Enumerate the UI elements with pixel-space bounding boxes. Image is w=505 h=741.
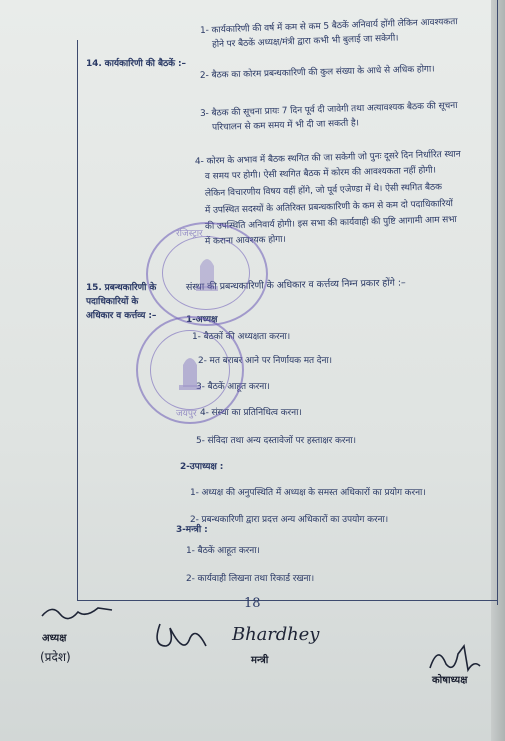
adhyaksh-note: (प्रदेश) — [40, 650, 71, 664]
sec14-line-9: में उपस्थित सदस्यों के अतिरिक्त प्रबन्धकारिणी के कम से कम दो पदाधिकारियों — [204, 199, 453, 216]
margin-rule-bottom — [77, 600, 498, 601]
upadhyaksh-item-2: 2- प्रबन्धकारिणी द्वारा प्रदत्त अन्य अधिकारों का उपयोग करना। — [190, 515, 389, 525]
mantri-caption: मन्त्री — [251, 655, 269, 666]
section-15-heading-line-2: पदाधिकारियों के — [86, 297, 139, 307]
adhyaksh-item-4: 4- संस्था का प्रतिनिधित्व करना। — [200, 408, 302, 418]
koshadhyaksh-signature — [424, 640, 484, 676]
adhyaksh-item-3: 3- बैठकें आहूत करना। — [196, 382, 270, 392]
emblem-icon — [175, 346, 205, 392]
sec14-line-5: परिचालन से कम समय में भी दी जा सकती है। — [211, 118, 360, 133]
section-15-heading-line-1: 15. प्रबन्धकारिणी के — [86, 283, 157, 293]
adhyaksh-item-1: 1- बैठकों की अध्यक्षता करना। — [192, 332, 291, 342]
upadhyaksh-item-1: 1- अध्यक्ष की अनुपस्थिति में अध्यक्ष के समस्त अधिकारों का प्रयोग करना। — [190, 488, 426, 498]
sec14-line-6: 4- कोरम के अभाव में बैठक स्थगित की जा सकेगी जो पुनः दूसरे दिन निर्धारित स्थान — [194, 149, 461, 167]
page-number: 18 — [244, 596, 261, 611]
sec14-line-8: लेकिन विचारणीय विषय वहीं होंगे, जो पूर्व एजेण्डा में थे। ऐसी स्थगित बैठक — [204, 182, 443, 199]
page-edge-shadow — [491, 0, 505, 741]
sec14-line-2: होने पर बैठकें अध्यक्ष/मंत्री द्वारा कभी भी बुलाई जा सकेगी। — [211, 33, 399, 50]
upadhyaksh-label: 2-उपाध्यक्ष : — [180, 462, 224, 472]
sec14-line-11: में कराना आवश्यक होगा। — [204, 234, 286, 247]
adhyaksh-caption: अध्यक्ष — [42, 633, 67, 644]
margin-rule-left — [77, 40, 78, 600]
seal-bottom-text: जयपुर — [176, 409, 197, 419]
section-15-intro: संस्था की प्रबन्धकारिणी के अधिकार व कर्त्तव्य निम्न प्रकार होंगे :– — [185, 277, 406, 293]
registrar-seal-lower — [136, 316, 244, 424]
emblem-icon — [192, 248, 222, 292]
section-14-heading: 14. कार्यकारिणी की बैठकें :– — [86, 59, 186, 69]
adhyaksh-item-2: 2- मत बराबर आने पर निर्णायक मत देना। — [198, 356, 332, 366]
sec14-line-10: की उपस्थिति अनिवार्य होगी। इस सभा की कार्यवाही की पुष्टि आगामी आम सभा — [204, 214, 457, 232]
adhyaksh-label: 1-अध्यक्ष — [186, 315, 218, 325]
mantri-item-1: 1- बैठकें आहूत करना। — [186, 546, 260, 556]
mantri-signature: Bhardhey — [232, 624, 320, 645]
koshadhyaksh-caption: कोषाध्यक्ष — [432, 675, 468, 686]
mantri-label: 3-मन्त्री : — [176, 525, 208, 535]
section-15-heading-line-3: अधिकार व कर्त्तव्य :– — [86, 311, 157, 321]
sec14-line-3: 2- बैठक का कोरम प्रबन्धकारिणी की कुल संख्या के आधे से अधिक होगा। — [199, 64, 435, 81]
margin-rule-right — [497, 0, 498, 605]
adhyaksh-item-5: 5- संविदा तथा अन्य दस्तावेजों पर हस्ताक्षर करना। — [196, 436, 356, 446]
upadhyaksh-signature — [150, 616, 220, 660]
mantri-item-2: 2- कार्यवाही लिखना तथा रिकार्ड रखना। — [186, 574, 315, 584]
sec14-line-7: व समय पर होगी। ऐसी स्थगित बैठक में कोरम की आवश्यकता नहीं होगी। — [204, 165, 437, 182]
adhyaksh-signature-scribble — [40, 600, 120, 624]
sec14-line-4: 3- बैठक की सूचना प्रायः 7 दिन पूर्व दी जावेगी तथा अत्यावश्यक बैठक की सूचना — [199, 100, 458, 119]
sec14-line-1: 1- कार्यकारिणी की वर्ष में कम से कम 5 बैठकें अनिवार्य होंगी लेकिन आवश्यकता — [199, 17, 458, 36]
seal-top-text: रजिस्ट्रार — [176, 229, 203, 239]
registrar-seal-upper — [146, 222, 268, 326]
